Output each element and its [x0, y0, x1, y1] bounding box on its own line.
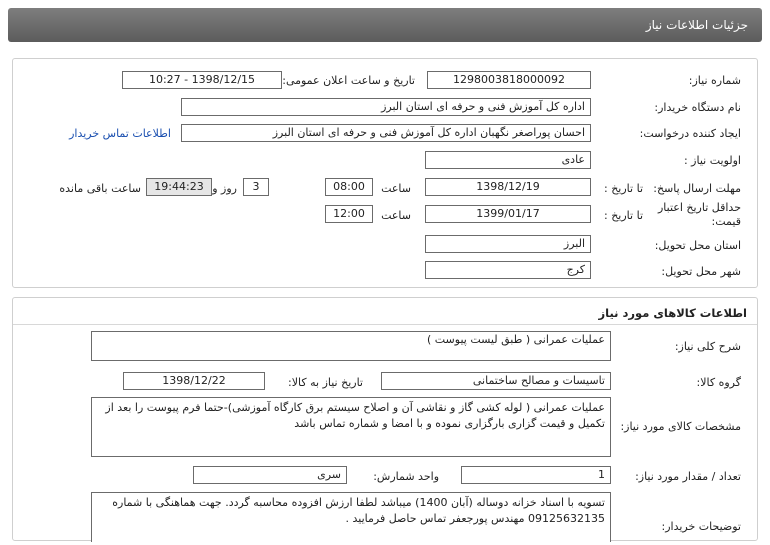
deadline-to-date-label: تا تاریخ :	[604, 182, 643, 195]
days-label: روز و	[212, 182, 237, 195]
creator-field: احسان پوراصغر نگهبان اداره کل آموزش فنی و حرفه ای استان البرز	[181, 124, 591, 142]
remaining-label: ساعت باقی مانده	[59, 182, 141, 195]
province-label: استان محل تحویل:	[654, 239, 741, 252]
summary-label: شرح کلی نیاز:	[674, 340, 741, 353]
quantity-label: تعداد / مقدار مورد نیاز:	[635, 470, 741, 483]
notes-label: توضیحات خریدار:	[661, 520, 741, 533]
deadline-date-field: 1398/12/19	[425, 178, 591, 196]
buyer-contact-link[interactable]: اطلاعات تماس خریدار	[69, 127, 171, 140]
priority-field: عادی	[425, 151, 591, 169]
deadline-time-label: ساعت	[381, 182, 411, 195]
validity-date-field: 1399/01/17	[425, 205, 591, 223]
need-date-field: 1398/12/22	[123, 372, 265, 390]
goods-group-field: تاسیسات و مصالح ساختمانی	[381, 372, 611, 390]
need-number-label: شماره نیاز:	[688, 74, 741, 87]
need-date-label: تاریخ نیاز به کالا:	[288, 376, 363, 389]
priority-label: اولویت نیاز :	[683, 154, 741, 167]
validity-label: حداقل تاریخ اعتبار قیمت:	[657, 201, 741, 228]
creator-label: ایجاد کننده درخواست:	[639, 127, 741, 140]
city-field: کرج	[425, 261, 591, 279]
quantity-field: 1	[461, 466, 611, 484]
buyer-org-field: اداره کل آموزش فنی و حرفه ای استان البرز	[181, 98, 591, 116]
remaining-time-field: 19:44:23	[146, 178, 212, 196]
validity-time-label: ساعت	[381, 209, 411, 222]
unit-field: سری	[193, 466, 347, 484]
validity-to-date-label: تا تاریخ :	[604, 209, 643, 222]
buyer-org-label: نام دستگاه خریدار:	[654, 101, 741, 114]
specs-field: عملیات عمرانی ( لوله کشی گاز و نقاشی آن و اصلاح سیستم برق کارگاه آموزشی)-حتما فرم پیوست را بعد از تکمیل و قیمت گزاری بارگزاری نموده و با امضا و شماره تماس باشد	[91, 397, 611, 457]
deadline-time-field: 08:00	[325, 178, 373, 196]
page-header	[8, 8, 762, 42]
deadline-label: مهلت ارسال پاسخ:	[653, 182, 741, 195]
summary-field: عملیات عمرانی ( طبق لیست پیوست )	[91, 331, 611, 361]
days-field: 3	[243, 178, 269, 196]
page-title: جزئیات اطلاعات نیاز	[645, 18, 748, 32]
specs-label: مشخصات کالای مورد نیاز:	[620, 420, 741, 433]
province-field: البرز	[425, 235, 591, 253]
goods-info-panel	[12, 297, 758, 541]
unit-label: واحد شمارش:	[373, 470, 439, 483]
notes-field: تسویه با اسناد خزانه دوساله (آبان 1400) میباشد لطفا ارزش افزوده محاسبه گردد. جهت هماهنگی با شماره 09125632135 مهندس پورجعفر تماس حاصل فرمایید .	[91, 492, 611, 542]
announce-field: 1398/12/15 - 10:27	[122, 71, 282, 89]
validity-time-field: 12:00	[325, 205, 373, 223]
city-label: شهر محل تحویل:	[661, 265, 741, 278]
announce-label: تاریخ و ساعت اعلان عمومی:	[282, 74, 415, 87]
need-info-panel	[12, 58, 758, 288]
need-number-field: 1298003818000092	[427, 71, 591, 89]
goods-group-label: گروه کالا:	[696, 376, 741, 389]
goods-section-title: اطلاعات کالاهای مورد نیاز	[598, 306, 747, 320]
section-divider	[13, 324, 757, 325]
